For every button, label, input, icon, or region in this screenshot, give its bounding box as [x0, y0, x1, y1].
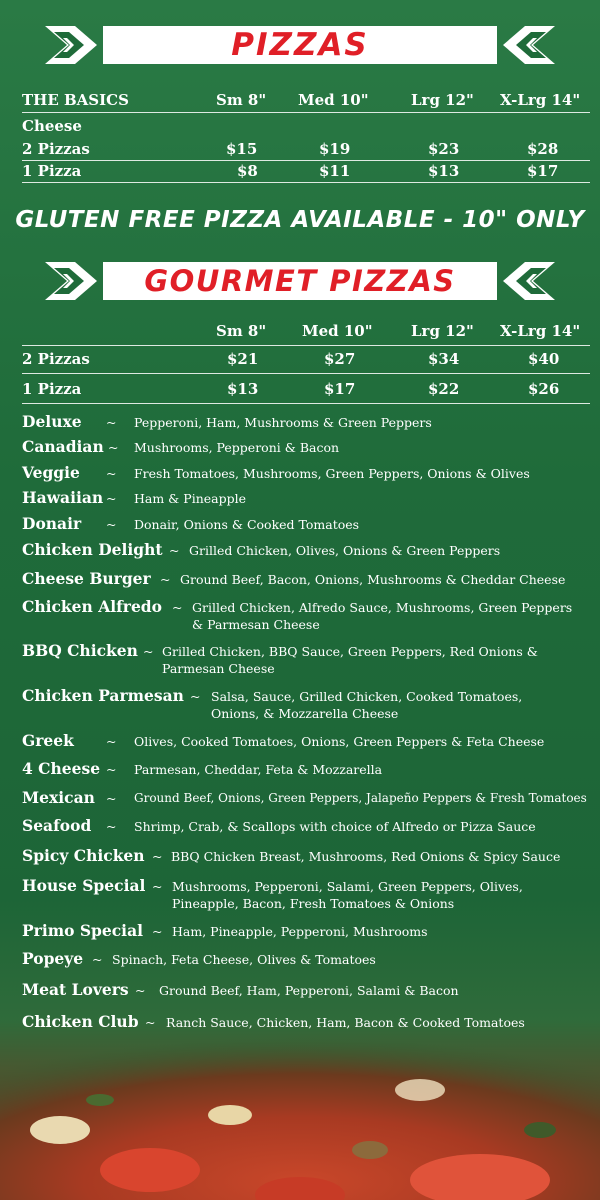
row-label: 1 Pizza: [22, 380, 82, 398]
item-name: Hawaiian: [22, 488, 104, 507]
item-separator: ~: [106, 517, 117, 532]
item-name: BBQ Chicken: [22, 641, 138, 660]
item-separator: ~: [152, 879, 163, 894]
item-description: Pepperoni, Ham, Mushrooms & Green Peppers: [134, 415, 432, 430]
size-lrg: Lrg 12": [411, 322, 474, 340]
price-xlrg: $17: [527, 162, 559, 180]
item-description: Salsa, Sauce, Grilled Chicken, Cooked Tomatoes, Onions, & Mozzarella Cheese: [211, 689, 523, 721]
size-med: Med 10": [298, 91, 369, 109]
item-name: Cheese Burger: [22, 569, 151, 588]
pizzas-ribbon: [103, 26, 497, 64]
divider: [22, 112, 590, 113]
price-med: $27: [324, 350, 356, 368]
row-label: 2 Pizzas: [22, 350, 90, 368]
row-label: 1 Pizza: [22, 162, 82, 180]
price-lrg: $23: [428, 140, 460, 158]
item-description: Ground Beef, Bacon, Onions, Mushrooms & Cheddar Cheese: [180, 572, 566, 587]
divider: [22, 182, 590, 183]
gourmet-title: GOURMET PIZZAS: [144, 264, 456, 298]
item-description: Shrimp, Crab, & Scallops with choice of Alfredo or Pizza Sauce: [134, 819, 536, 834]
price-sm: $13: [227, 380, 259, 398]
item-separator: ~: [106, 734, 117, 749]
item-name: Chicken Club: [22, 1012, 139, 1031]
item-name: Deluxe: [22, 412, 82, 431]
item-description: Grilled Chicken, BBQ Sauce, Green Peppers, Red Onions & Parmesan Cheese: [162, 644, 538, 676]
item-separator: ~: [106, 415, 117, 430]
price-sm: $21: [227, 350, 259, 368]
divider: [22, 345, 590, 346]
item-name: Mexican: [22, 788, 95, 807]
size-med: Med 10": [302, 322, 373, 340]
gluten-free-notice: GLUTEN FREE PIZZA AVAILABLE - 10" ONLY: [15, 207, 585, 233]
chevron-right-icon: [45, 254, 107, 308]
item-separator: ~: [92, 952, 103, 967]
size-sm: Sm 8": [216, 91, 267, 109]
size-sm: Sm 8": [216, 322, 267, 340]
price-med: $17: [324, 380, 356, 398]
price-lrg: $13: [428, 162, 460, 180]
item-separator: ~: [106, 491, 117, 506]
item-separator: ~: [152, 849, 163, 864]
size-xlrg: X-Lrg 14": [500, 91, 581, 109]
item-description: Parmesan, Cheddar, Feta & Mozzarella: [134, 762, 383, 777]
item-separator: ~: [143, 644, 154, 659]
item-separator: ~: [160, 572, 171, 587]
pizzas-title: PIZZAS: [231, 27, 369, 63]
item-name: House Special: [22, 876, 146, 895]
divider: [22, 373, 590, 374]
item-separator: ~: [145, 1015, 156, 1030]
chevron-left-icon: [493, 18, 555, 72]
row-label: 2 Pizzas: [22, 140, 90, 158]
price-xlrg: $40: [528, 350, 560, 368]
price-med: $19: [319, 140, 351, 158]
divider: [22, 403, 590, 404]
price-lrg: $22: [428, 380, 460, 398]
price-sm: $8: [237, 162, 258, 180]
item-separator: ~: [152, 924, 163, 939]
price-med: $11: [319, 162, 351, 180]
basics-heading: THE BASICS: [22, 91, 129, 109]
item-name: Chicken Alfredo: [22, 597, 162, 616]
item-description: Mushrooms, Pepperoni & Bacon: [134, 440, 340, 455]
item-name: Greek: [22, 731, 74, 750]
item-name: Canadian: [22, 437, 104, 456]
item-description: Spinach, Feta Cheese, Olives & Tomatoes: [112, 952, 376, 967]
pizzas-banner: [45, 18, 555, 72]
item-name: Donair: [22, 514, 82, 533]
item-name: Popeye: [22, 949, 84, 968]
chevron-right-icon: [45, 18, 107, 72]
item-separator: ~: [108, 440, 119, 455]
item-name: Seafood: [22, 816, 92, 835]
gourmet-ribbon: [103, 262, 497, 300]
item-name: 4 Cheese: [22, 759, 101, 778]
divider: [22, 160, 590, 161]
item-name: Spicy Chicken: [22, 846, 145, 865]
item-description: Ranch Sauce, Chicken, Ham, Bacon & Cooked Tomatoes: [166, 1015, 525, 1030]
item-separator: ~: [106, 762, 117, 777]
item-description: Ground Beef, Ham, Pepperoni, Salami & Bacon: [159, 983, 459, 998]
item-description: Ham & Pineapple: [134, 491, 246, 506]
pizza-photo: [0, 1020, 600, 1200]
item-name: Primo Special: [22, 921, 143, 940]
item-name: Chicken Delight: [22, 540, 163, 559]
item-separator: ~: [106, 819, 117, 834]
item-separator: ~: [135, 983, 146, 998]
item-separator: ~: [106, 791, 117, 806]
item-description: Mushrooms, Pepperoni, Salami, Green Peppers, Olives, Pineapple, Bacon, Fresh Tomatoes & Onions: [172, 879, 523, 911]
size-xlrg: X-Lrg 14": [500, 322, 581, 340]
cheese-heading: Cheese: [22, 117, 82, 135]
price-xlrg: $28: [527, 140, 559, 158]
item-description: Fresh Tomatoes, Mushrooms, Green Peppers, Onions & Olives: [134, 466, 530, 481]
item-separator: ~: [190, 689, 201, 704]
item-separator: ~: [172, 600, 183, 615]
gourmet-banner: [45, 254, 555, 308]
item-separator: ~: [169, 543, 180, 558]
size-lrg: Lrg 12": [411, 91, 474, 109]
item-description: Ham, Pineapple, Pepperoni, Mushrooms: [172, 924, 428, 939]
price-lrg: $34: [428, 350, 460, 368]
item-name: Meat Lovers: [22, 980, 129, 999]
item-description: Donair, Onions & Cooked Tomatoes: [134, 517, 360, 532]
item-description: Grilled Chicken, Olives, Onions & Green Peppers: [189, 543, 501, 558]
item-description: BBQ Chicken Breast, Mushrooms, Red Onions & Spicy Sauce: [171, 849, 561, 864]
chevron-left-icon: [493, 254, 555, 308]
item-description: Grilled Chicken, Alfredo Sauce, Mushrooms, Green Peppers & Parmesan Cheese: [192, 600, 573, 632]
item-name: Veggie: [22, 463, 80, 482]
item-description: Olives, Cooked Tomatoes, Onions, Green Peppers & Feta Cheese: [134, 734, 545, 749]
item-separator: ~: [106, 466, 117, 481]
item-name: Chicken Parmesan: [22, 686, 184, 705]
price-sm: $15: [226, 140, 258, 158]
price-xlrg: $26: [528, 380, 560, 398]
item-description: Ground Beef, Onions, Green Peppers, Jalapeño Peppers & Fresh Tomatoes: [134, 791, 587, 805]
